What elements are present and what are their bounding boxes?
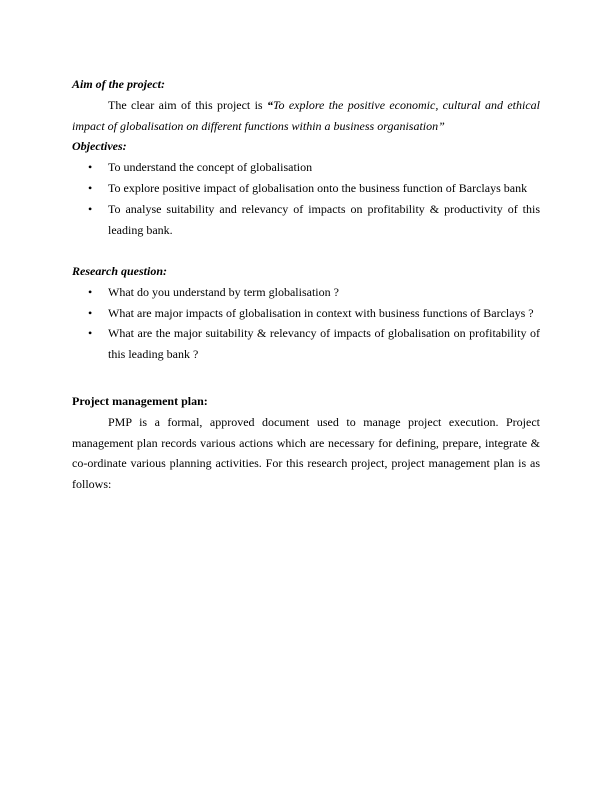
list-item-text: What are the major suitability & relevancy of impacts of globalisation on profitability of this leading bank ? (108, 326, 540, 362)
list-item-text: To analyse suitability and relevancy of impacts on profitability & productivity of this leading bank. (108, 201, 540, 237)
pmp-paragraph: PMP is a formal, approved document used to manage project execution. Project management plan records various actions which are necessary for defining, prepare, integrate & co-ordinate various planning activities. For this research project, project management plan is as follows: (72, 414, 540, 492)
list-item (72, 282, 540, 303)
list-item (72, 199, 540, 241)
open-quote: “ (266, 97, 273, 112)
bullet-icon: • (88, 201, 93, 216)
list-item-text: What do you understand by term globalisation ? (108, 284, 339, 299)
list-item (72, 178, 540, 199)
pmp-heading: Project management plan: (72, 394, 208, 408)
bullet-icon: • (88, 160, 93, 175)
list-item-text: To understand the concept of globalisation (108, 160, 313, 175)
aim-intro: The clear aim of this project is (108, 97, 267, 112)
research-heading: Research question: (72, 264, 168, 278)
aim-paragraph (72, 95, 540, 137)
pmp-section (72, 391, 540, 495)
objectives-heading: Objectives: (72, 139, 127, 154)
list-item (72, 157, 540, 178)
bullet-icon: • (88, 180, 93, 195)
aim-heading: Aim of the project: (72, 77, 165, 91)
research-list (72, 282, 540, 365)
list-item (72, 303, 540, 324)
research-section (72, 261, 540, 365)
objectives-list (72, 157, 540, 240)
list-item-text: What are major impacts of globalisation in context with business functions of Barclays ? (108, 305, 534, 320)
aim-section (72, 74, 540, 240)
list-item-text: To explore positive impact of globalisation onto the business function of Barclays bank (108, 180, 528, 195)
bullet-icon: • (88, 305, 93, 320)
bullet-icon: • (88, 326, 93, 341)
list-item (72, 323, 540, 365)
bullet-icon: • (88, 284, 93, 299)
aim-quote: To explore the positive economic, cultural and ethical impact of globalisation on different functions within a business organisation” (72, 97, 540, 133)
